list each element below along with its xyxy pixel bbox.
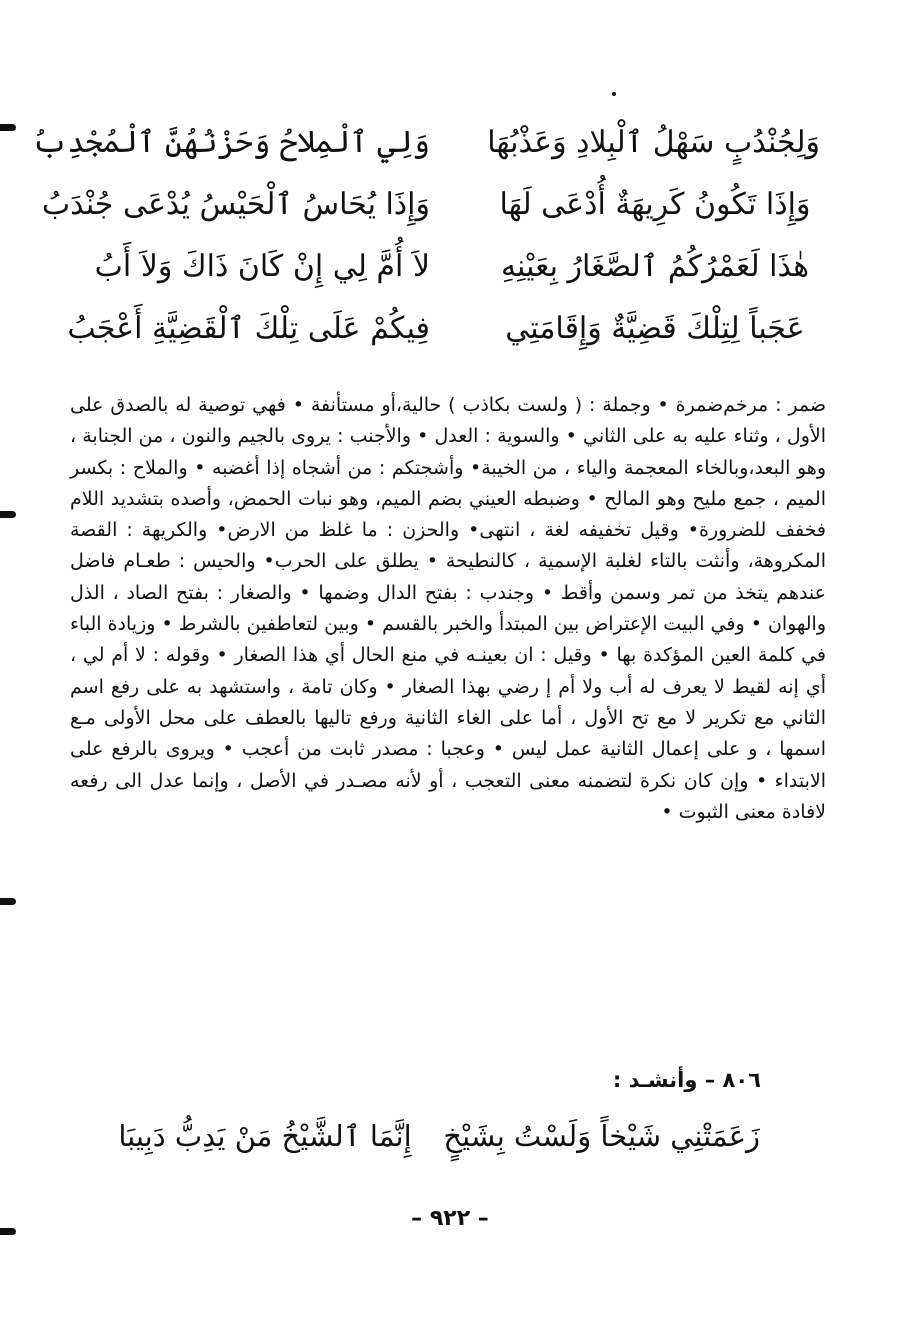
verse-second-hemistich: فِيكُمْ عَلَى تِلْكَ ٱلْقَضِيَّةِ أَعْجَبُ [67, 311, 430, 346]
verse-line [32, 112, 820, 174]
margin-mark [0, 124, 16, 131]
page-number: – ٩٢٢ – [411, 1206, 489, 1231]
verse-second-hemistich: إِنَّمَا ٱلشَّيْخُ مَنْ يَدِبُّ دَبِيبَا [118, 1119, 412, 1153]
verse-first-hemistich: عَجَباً لِتِلْكَ قَضِيَّةٌ وَإِقَامَتِي [505, 311, 805, 346]
verse-first-hemistich: وَلِجُنْدُبٍ سَهْلُ ٱلْبِلادِ وَعَذْبُهَا [487, 125, 820, 160]
quoted-verse [110, 1108, 760, 1164]
verse-first-hemistich: زَعَمَتْنِي شَيْخاً وَلَسْتُ بِشَيْخٍ [443, 1119, 760, 1153]
commentary-paragraph: ضمر : مرخم‌ضمرة • وجملة : ( ولست بكاذب ) حالية،أو مستأنفة • فهي توصية له بالصدق على الأول ، وثناء عليه به على الثاني • والسوية : العدل • والأجنب : يروى بالجيم والنون ، من الجنابة ، وهو البعد،وبالخاء المعجمة والياء ، من الخيبة• وأشجتكم : من أشجاه إذا أغضبه • والملاح : بكسر الميم ، جمع مليح وهو المالح • وضبطه العيني بضم الميم، وهو نبات الحمض، وأصده بتشديد اللام فخفف للضرورة• وقيل تخفيفه لغة ، انتهى• والحزن : ما غلظ من الارض• والكريهة : القصة المكروهة، وأنثت بالتاء لغلبة الإسمية ، كالنطيحة • يطلق على الحرب• والحيس : طعـام فاضل عندهم يتخذ من تمر وسمن وأقط • وجندب : بفتح الدال وضمها • والصغار : بفتح الصاد ، الذل والهوان • وفي البيت الإعتراض بين المبتدأ والخبر بالقسم • وبين لتعاطفين بالشرط • وزيادة الباء في كلمة العين المؤكدة بها • وقيل : ان بعينـه في منع الحال أي هذا الصغار • وقوله : لا أم لي ، أي إنه لقيط لا يعرف له أب ولا أم إ رضي بهذا الصغار • وكان تامة ، واستشهد به على رفع اسم الثاني مع تكرير لا مع تح الأول ، أما على الغاء الثانية ورفع تاليها بالعطف على محل الأولى مـع اسمها ، و على إعمال الثانية عمل ليس • وعجبا : مصدر ثابت من أعجب • ويروى بالرفع على الابتداء • وإن كان نكرة لتضمنه معنى التعجب ، أو لأنه مصـدر في الأصل ، وإنما عدل الى رفعه لافادة معنى الثبوت • [70, 394, 826, 823]
margin-mark [0, 1228, 16, 1235]
commentary-text [70, 390, 826, 828]
verse-line [94, 236, 820, 298]
entry-heading: ٨٠٦ – وأنشـد : [612, 1068, 761, 1092]
verse-second-hemistich: وَلِي ٱلْمِلاحُ وَحَزْنُهُنَّ ٱلْمُجْدِبُ [32, 125, 430, 160]
ink-dot [612, 92, 616, 96]
verse-first-hemistich: هٰذَا لَعَمْرُكُمُ ٱلصَّغَارُ بِعَيْنِهِ [500, 249, 810, 284]
verse-first-hemistich: وَإِذَا تَكُونُ كَرِيهَةٌ أُدْعَى لَهَا [499, 187, 811, 222]
margin-mark [0, 898, 16, 905]
verse-line [41, 174, 820, 236]
verse-second-hemistich: وَإِذَا يُحَاسُ ٱلْحَيْسُ يُدْعَى جُنْدَبُ [41, 187, 430, 222]
verse-line [67, 298, 820, 360]
poem-verses [32, 112, 820, 360]
verse-second-hemistich: لاَ أُمَّ لِي إِنْ كَانَ ذَاكَ وَلاَ أَبُ [94, 249, 430, 284]
margin-mark [0, 511, 16, 518]
